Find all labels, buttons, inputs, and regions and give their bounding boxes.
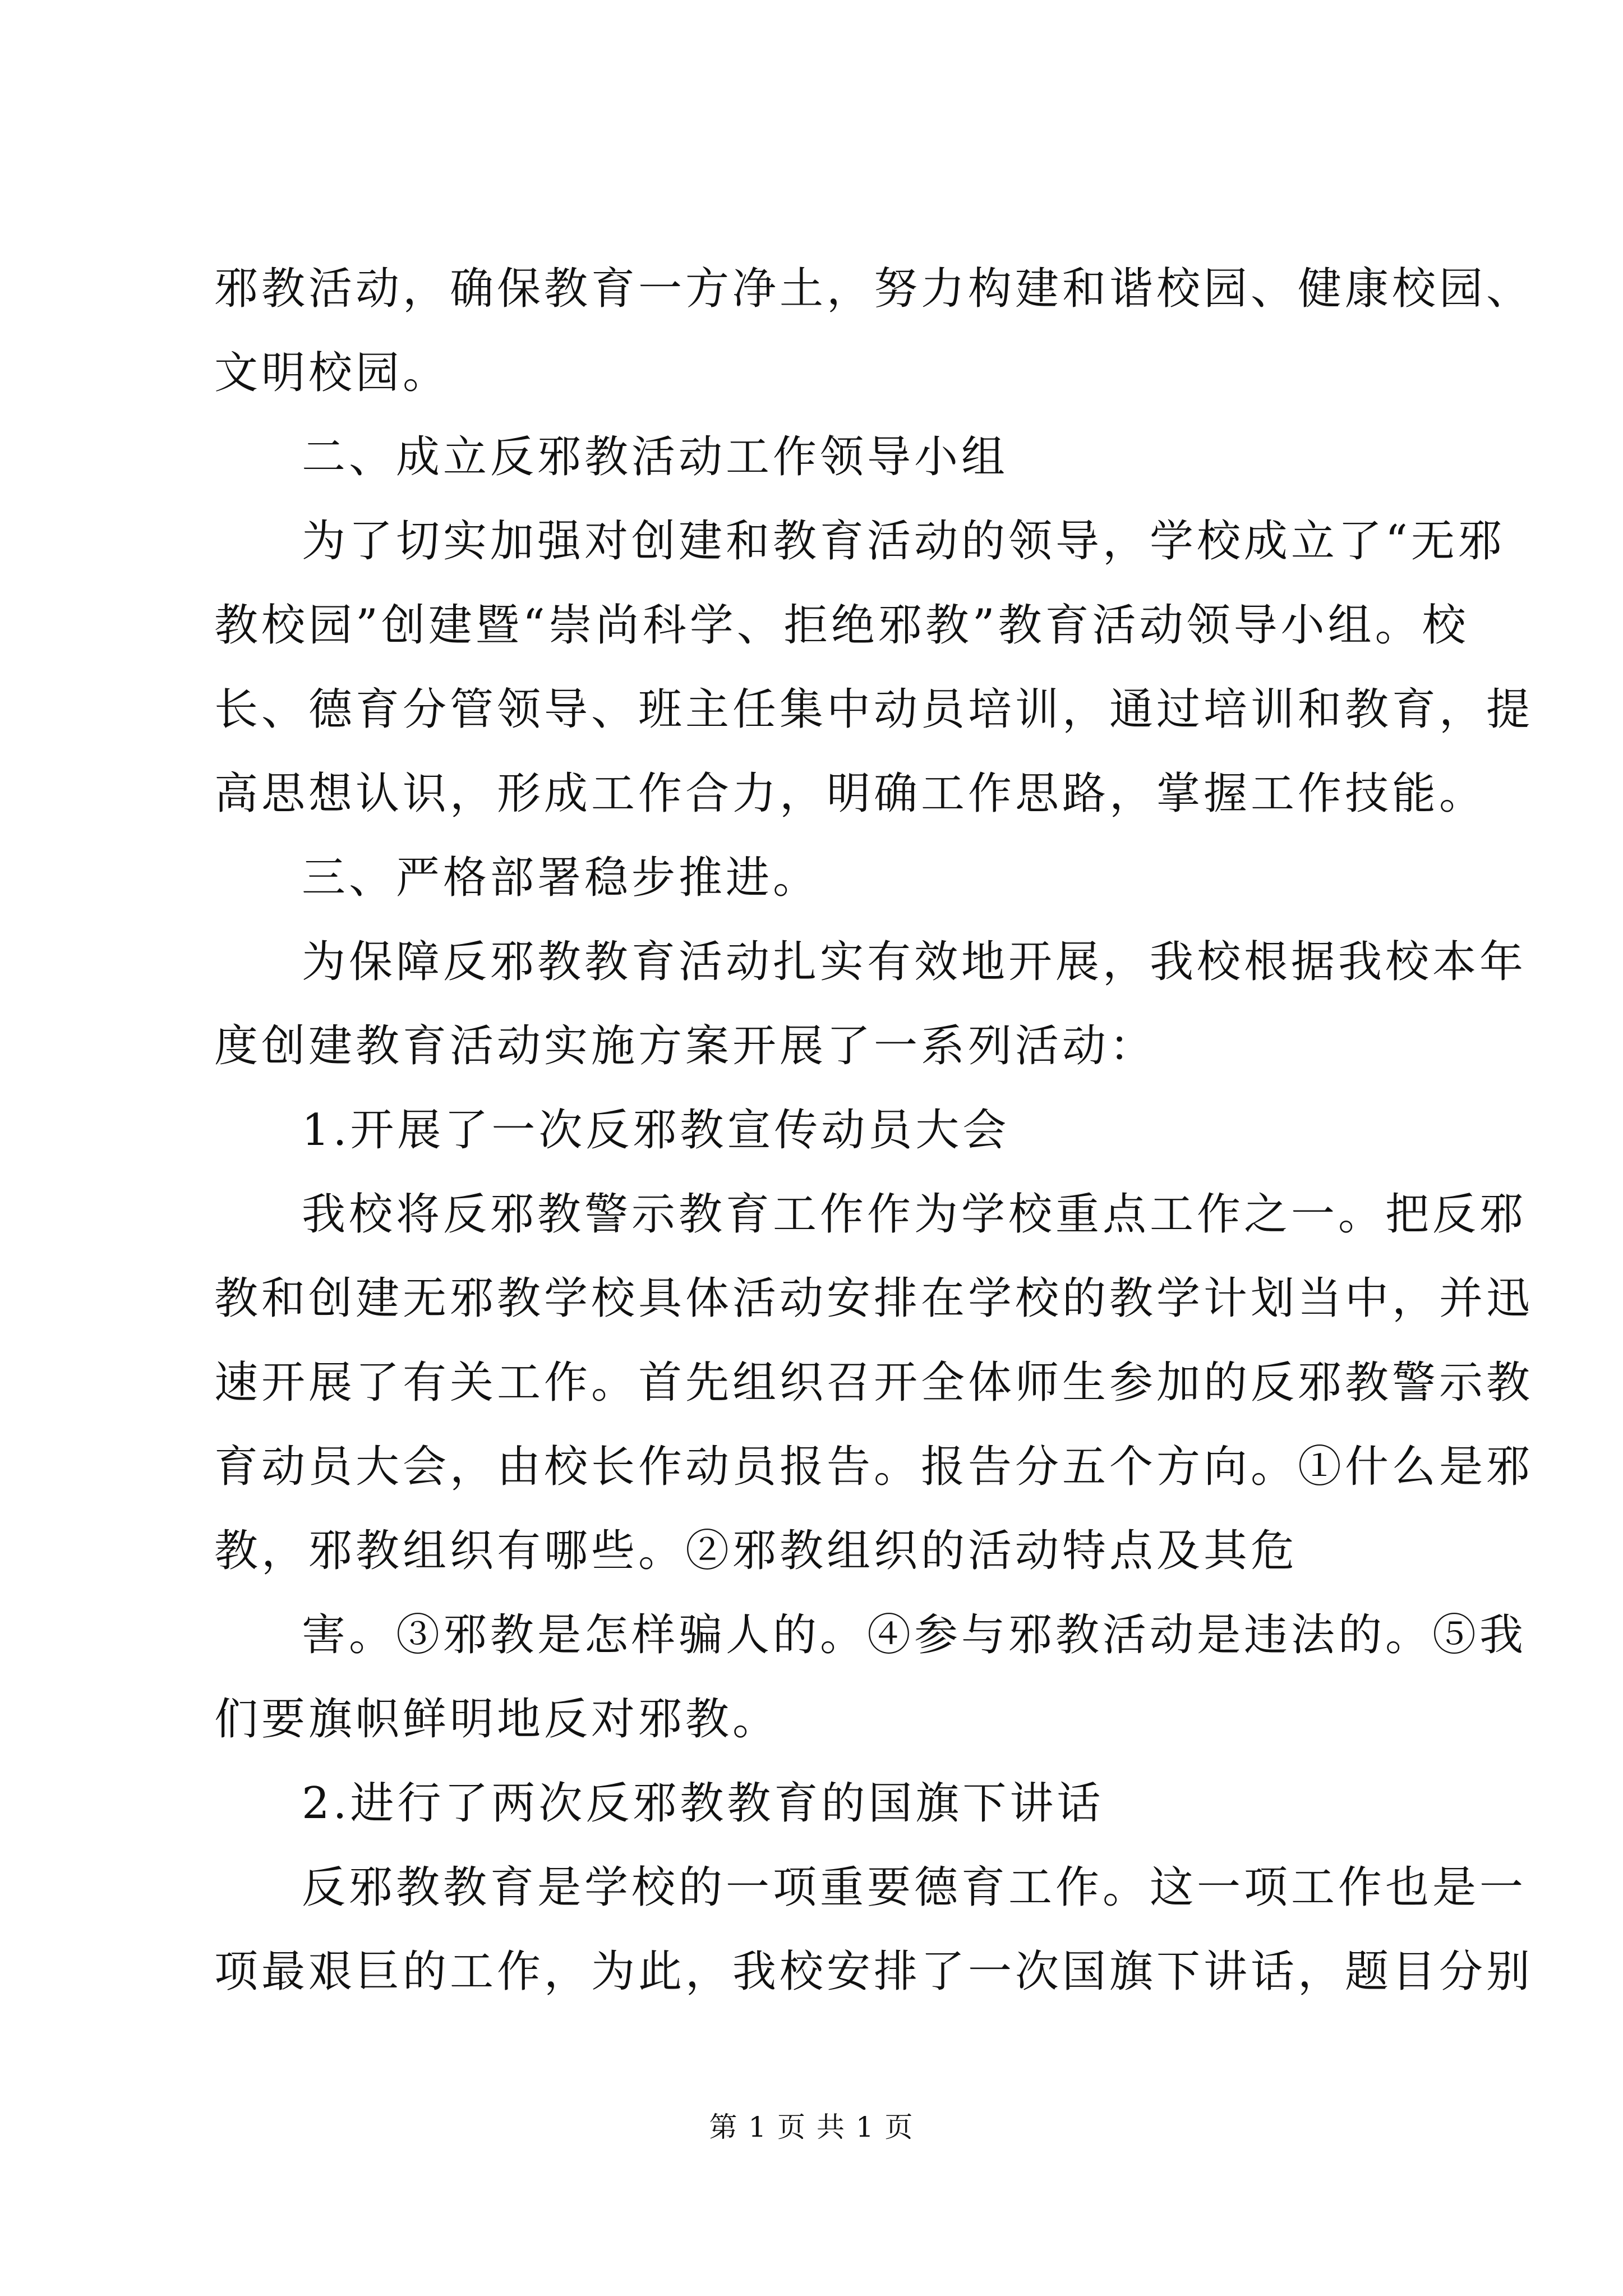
text-line-16: 教，邪教组织有哪些。②邪教组织的活动特点及其危 [214,1526,1298,1576]
text-line-6: 长、德育分管领导、班主任集中动员培训，通过培训和教育，提 [214,684,1534,735]
text-line-1: 邪教活动，确保教育一方净土，努力构建和谐校园、健康校园、 [214,264,1534,314]
text-line-14: 速开展了有关工作。首先组织召开全体师生参加的反邪教警示教 [214,1358,1534,1408]
document-body [214,247,1534,2014]
text-line-21: 项最艰巨的工作，为此，我校安排了一次国旗下讲话，题目分别 [214,1947,1534,1997]
text-line-9: 为保障反邪教教育活动扎实有效地开展，我校根据我校本年 [302,937,1527,987]
section-heading-2: 二、成立反邪教活动工作领导小组 [302,432,1009,482]
text-line-13: 教和创建无邪教学校具体活动安排在学校的教学计划当中，并迅 [214,1273,1534,1324]
text-line-15: 育动员大会，由校长作动员报告。报告分五个方向。①什么是邪 [214,1442,1534,1492]
section-heading-3: 三、严格部署稳步推进。 [302,853,820,903]
page-footer [0,2110,1623,2144]
text-line-7: 高思想认识，形成工作合力，明确工作思路，掌握工作技能。 [214,769,1487,819]
text-line-2: 文明校园。 [214,348,450,398]
text-line-20: 反邪教教育是学校的一项重要德育工作。这一项工作也是一 [302,1862,1527,1913]
text-line-4: 为了切实加强对创建和教育活动的领导，学校成立了“无邪 [302,516,1505,567]
subheading-1: 1.开展了一次反邪教宣传动员大会 [302,1105,1010,1156]
page-number-label: 第 1 页 共 1 页 [709,2111,914,2143]
text-line-18: 们要旗帜鲜明地反对邪教。 [214,1694,780,1745]
text-line-17: 害。③邪教是怎样骗人的。④参与邪教活动是违法的。⑤我 [302,1610,1527,1660]
text-line-5: 教校园”创建暨“崇尚科学、拒绝邪教”教育活动领导小组。校 [214,600,1469,651]
text-line-12: 我校将反邪教警示教育工作作为学校重点工作之一。把反邪 [302,1189,1527,1240]
subheading-2: 2.进行了两次反邪教教育的国旗下讲话 [302,1778,1104,1829]
text-line-10: 度创建教育活动实施方案开展了一系列活动： [214,1021,1157,1071]
